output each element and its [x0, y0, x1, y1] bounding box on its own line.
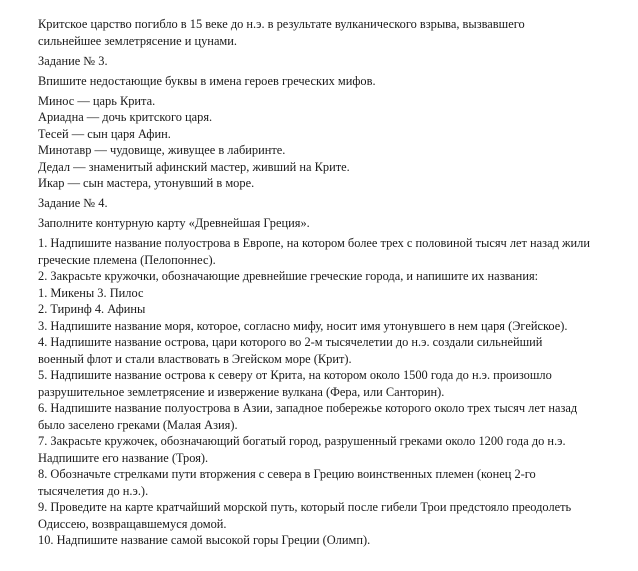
task4-line: 7. Закрасьте кружочек, обозначающий богатый город, разрушенный греками около 1200 года до н.э.: [38, 434, 566, 448]
task4-line: 1. Надпишите название полуострова в Европе, на котором более трех с половиной тысяч лет назад жили: [38, 236, 590, 250]
list-item: Минос — царь Крита.: [38, 93, 156, 108]
task3-instruction: Впишите недостающие буквы в имена героев греческих мифов.: [38, 73, 376, 88]
task4-line: 5. Надпишите название острова к северу от Крита, на котором около 1500 года до н.э. произошло: [38, 368, 552, 382]
task4-line: военный флот и стали властвовать в Эгейском море (Крит).: [38, 351, 352, 366]
intro-line: Критское царство погибло в 15 веке до н.э. в результате вулканического взрыва, вызвавшего: [38, 17, 525, 31]
task4-line: 8. Обозначьте стрелками пути вторжения с севера в Грецию воинственных племен (конец 2-го: [38, 467, 536, 481]
document-page: [38, 16, 608, 552]
task3-list: [38, 93, 608, 192]
task4-instruction: Заполните контурную карту «Древнейшая Греция».: [38, 216, 310, 230]
task4-line: 4. Надпишите название острова, цари которого во 2-м тысячелетии до н.э. создали сильнейший: [38, 335, 543, 349]
intro-line: сильнейшее землетрясение и цунами.: [38, 33, 238, 48]
list-item: Дедал — знаменитый афинский мастер, живший на Крите.: [38, 159, 350, 174]
task4-line: 1. Микены 3. Пилос: [38, 285, 144, 300]
task4-title: Задание № 4.: [38, 196, 108, 210]
task4-line: Одиссею, возвращавшемуся домой.: [38, 516, 227, 531]
task4-line: 10. Надпишите название самой высокой горы Греции (Олимп).: [38, 533, 371, 547]
task3-title: Задание № 3.: [38, 53, 108, 68]
list-item: Тесей — сын царя Афин.: [38, 126, 171, 141]
task4-list: [38, 235, 608, 549]
task4-line: 6. Надпишите название полуострова в Азии, западное побережье которого около трех тысяч лет назад: [38, 401, 578, 415]
list-item: Ариадна — дочь критского царя.: [38, 110, 213, 124]
task4-line: тысячелетия до н.э.).: [38, 483, 149, 498]
intro-paragraph: [38, 16, 608, 49]
list-item: Икар — сын мастера, утонувший в море.: [38, 176, 255, 190]
list-item: Минотавр — чудовище, живущее в лабиринте.: [38, 143, 286, 157]
task4-line: было заселено греками (Малая Азия).: [38, 417, 238, 432]
task4-line: 2. Тиринф 4. Афины: [38, 302, 146, 316]
task4-line: 3. Надпишите название моря, которое, согласно мифу, носит имя утонувшего в нем царя (Эгейское).: [38, 318, 568, 333]
task4-line: Надпишите его название (Троя).: [38, 450, 209, 465]
task4-line: разрушительное землетрясение и извержение вулкана (Фера, или Санторин).: [38, 384, 445, 399]
task4-line: греческие племена (Пелопоннес).: [38, 252, 216, 267]
task4-line: 9. Проведите на карте кратчайший морской путь, который после гибели Трои предстояло преодолеть: [38, 500, 572, 514]
task4-line: 2. Закрасьте кружочки, обозначающие древнейшие греческие города, и напишите их названия:: [38, 269, 539, 283]
